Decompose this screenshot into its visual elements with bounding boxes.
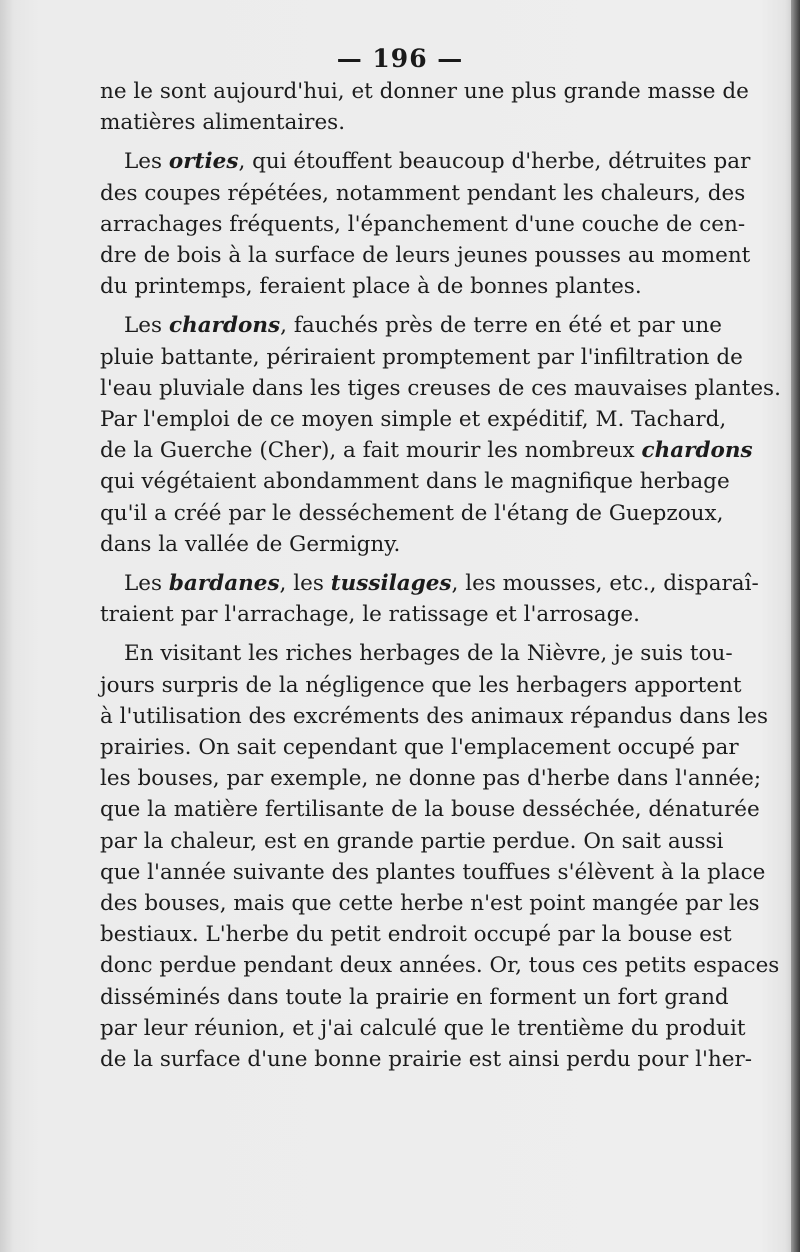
text-line: des bouses, mais que cette herbe n'est point mangée par les bbox=[100, 891, 760, 917]
text-line: par la chaleur, est en grande partie perdue. On sait aussi bbox=[100, 828, 724, 854]
text-line: du printemps, feraient place à de bonnes plantes. bbox=[100, 274, 642, 300]
text-line: de la Guerche (Cher), a fait mourir les nombreux chardons bbox=[100, 438, 753, 464]
text-line: ne le sont aujourd'hui, et donner une plus grande masse de bbox=[100, 79, 749, 104]
text-line: jours surpris de la négligence que les herbagers apportent bbox=[100, 672, 742, 698]
text-line: des coupes répétées, notamment pendant les chaleurs, des bbox=[100, 180, 746, 206]
text-line: disséminés dans toute la prairie en forment un fort grand bbox=[100, 984, 729, 1010]
page-edge-shadow bbox=[791, 0, 800, 1252]
text-line: les bouses, par exemple, ne donne pas d'herbe dans l'année; bbox=[100, 766, 762, 792]
text-line: traient par l'arrachage, le ratissage et l'arrosage. bbox=[100, 602, 640, 628]
paragraph-chardons bbox=[100, 310, 781, 560]
text-line: Par l'emploi de ce moyen simple et expéditif, M. Tachard, bbox=[100, 407, 727, 433]
text-line: par leur réunion, et j'ai calculé que le trentième du produit bbox=[100, 1015, 746, 1041]
body-text bbox=[100, 76, 781, 1075]
paragraph-orties bbox=[100, 146, 751, 302]
text-line: Les chardons, fauchés près de terre en été et par une bbox=[124, 313, 722, 339]
paragraph-nievre bbox=[100, 638, 780, 1075]
text-line: dre de bois à la surface de leurs jeunes pousses au moment bbox=[100, 243, 751, 269]
text-line: Les orties, qui étouffent beaucoup d'herbe, détruites par bbox=[124, 149, 751, 175]
text-line: pluie battante, périraient promptement par l'infiltration de bbox=[100, 344, 743, 370]
paragraph-1 bbox=[100, 76, 749, 138]
text-line: qui végétaient abondamment dans le magnifique herbage bbox=[100, 469, 730, 495]
text-line: matières alimentaires. bbox=[100, 110, 346, 136]
text-line: arrachages fréquents, l'épanchement d'une couche de cen- bbox=[100, 211, 746, 237]
text-line: En visitant les riches herbages de la Nièvre, je suis tou- bbox=[124, 641, 733, 667]
text-line: qu'il a créé par le desséchement de l'étang de Guepzoux, bbox=[100, 500, 724, 526]
text-line: Les bardanes, les tussilages, les mousses, etc., disparaî- bbox=[124, 571, 759, 597]
text-line: que la matière fertilisante de la bouse desséchée, dénaturée bbox=[100, 797, 760, 823]
paragraph-bardanes bbox=[100, 568, 759, 630]
text-line: à l'utilisation des excréments des animaux répandus dans les bbox=[100, 703, 769, 729]
text-line: dans la vallée de Germigny. bbox=[100, 531, 401, 557]
page-number: — 196 — bbox=[336, 44, 464, 73]
text-line: prairies. On sait cependant que l'emplacement occupé par bbox=[100, 735, 739, 761]
text-line: de la surface d'une bonne prairie est ainsi perdu pour l'her- bbox=[100, 1047, 753, 1073]
text-line: bestiaux. L'herbe du petit endroit occupé par la bouse est bbox=[100, 922, 732, 948]
text-line: que l'année suivante des plantes touffues s'élèvent à la place bbox=[100, 859, 766, 885]
text-line: donc perdue pendant deux années. Or, tous ces petits espaces bbox=[100, 953, 780, 979]
text-line: l'eau pluviale dans les tiges creuses de ces mauvaises plantes. bbox=[100, 375, 781, 401]
